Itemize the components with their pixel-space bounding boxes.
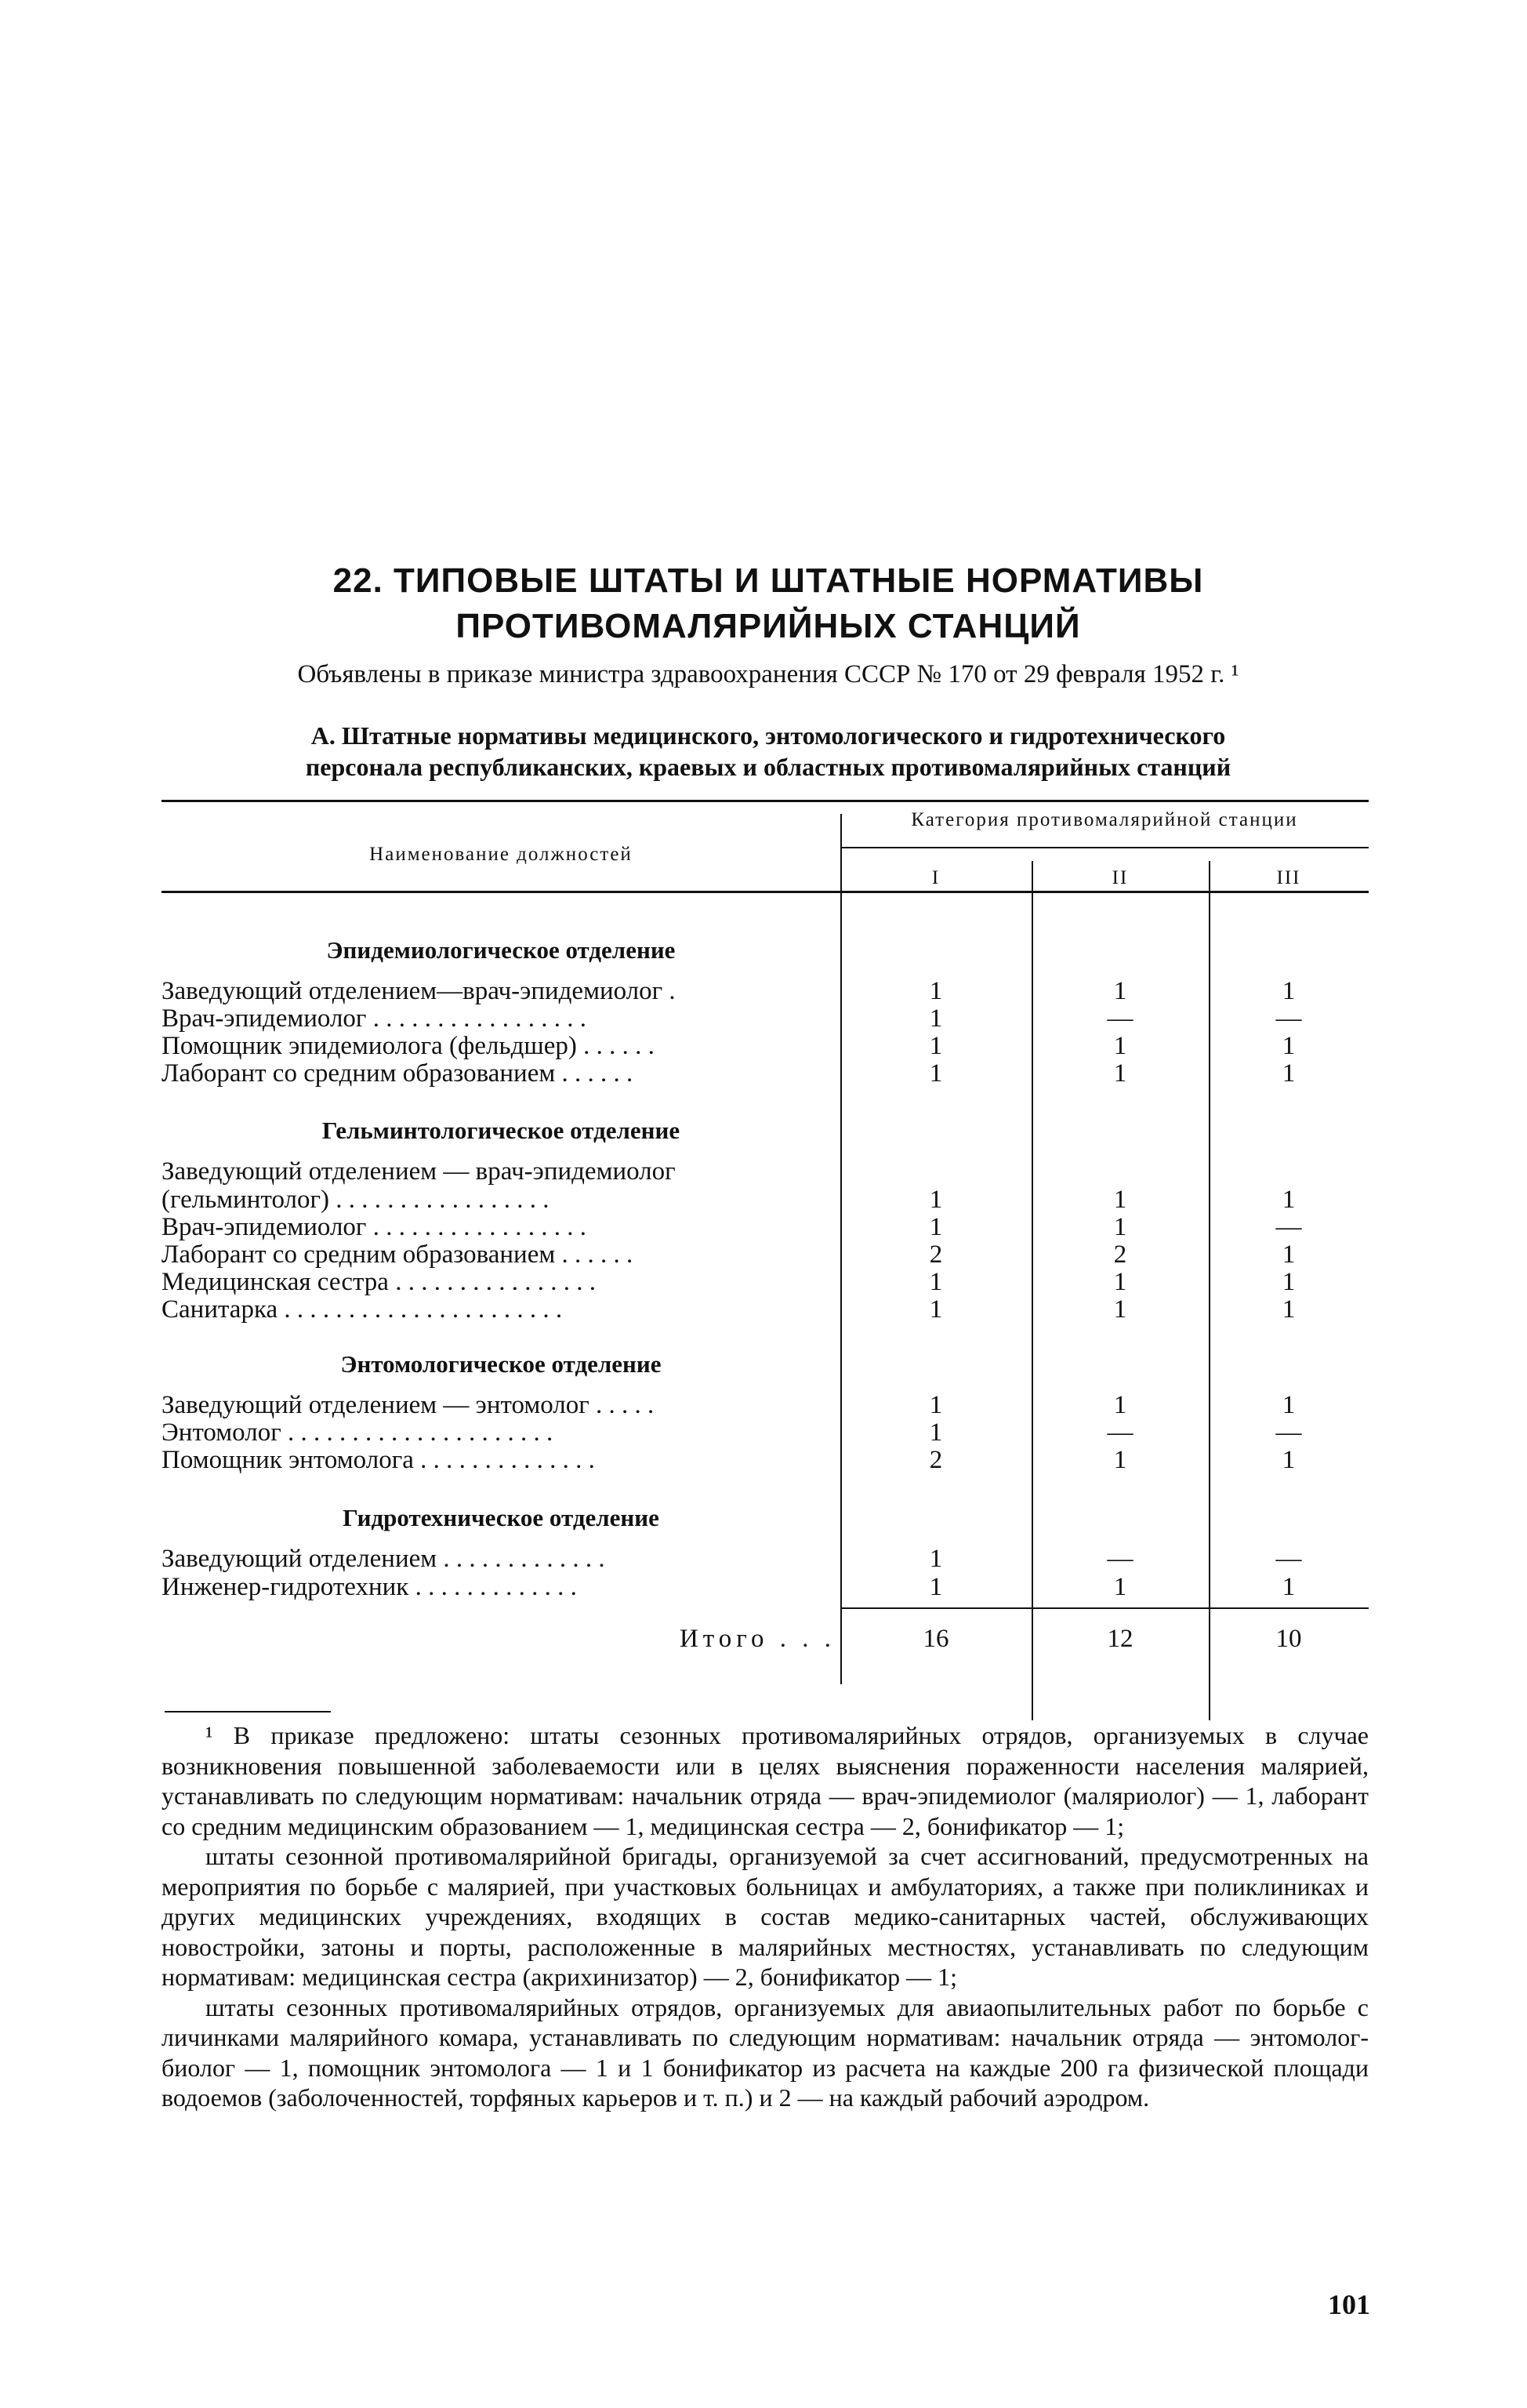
row-label: Заведующий отделением — энтомолог . . . . . [161,1391,655,1419]
heading-line-2: ПРОТИВОМАЛЯРИЙНЫХ СТАНЦИЙ [455,607,1081,645]
announcement: Объявлены в приказе министра здравоохранения СССР № 170 от 29 февраля 1952 г. ¹ [297,660,1239,688]
cell-col-2: 1 [1113,977,1127,1005]
page-number: 101 [1328,2289,1370,2320]
footnote [161,1720,1369,2113]
footnote-rule [165,1711,331,1712]
cell-col-2: 1 [1113,1391,1127,1419]
cell-col-1: 1 [929,1391,943,1419]
cell-col-3: 1 [1282,1573,1296,1601]
header-bottom-rule [161,891,1369,893]
cell-col-1: 1 [929,1004,943,1033]
section-title: Эпидемиологическое отделение [326,936,676,964]
row-label: Заведующий отделением — врач-эпидемиолог [161,1157,676,1186]
row-label: Инженер-гидротехник . . . . . . . . . . . . . [161,1573,577,1601]
cell-col-3: — [1275,1418,1302,1447]
row-label: Лаборант со средним образованием . . . . . . [161,1059,633,1088]
cell-col-3: 1 [1282,1059,1296,1088]
cell-col-2: 1 [1113,1446,1127,1474]
header-col-1: I [931,867,941,888]
row-label: Энтомолог . . . . . . . . . . . . . . . . . . . . . [161,1418,553,1447]
header-col-2: II [1112,867,1129,888]
header-col-3: III [1276,867,1301,888]
cell-col-3: 1 [1282,1391,1296,1419]
table-top-rule [161,800,1369,802]
cell-col-2: — [1107,1545,1133,1573]
cell-col-1: 2 [929,1240,943,1269]
cell-col-3: 1 [1282,1268,1296,1296]
section-title: Гидротехническое отделение [343,1504,659,1531]
cell-col-1: 1 [929,1059,943,1088]
cell-col-1: 2 [929,1446,943,1474]
cell-col-3: — [1275,1213,1302,1241]
row-label: Заведующий отделением . . . . . . . . . . . . . [161,1545,605,1573]
cell-col-2: 1 [1113,1573,1127,1601]
row-label: (гельминтолог) . . . . . . . . . . . . . . . . . [161,1186,550,1214]
cell-col-2: 1 [1113,1186,1127,1214]
cell-col-2: — [1107,1418,1133,1447]
cell-col-2: 1 [1113,1268,1127,1296]
cell-col-3: 1 [1282,1032,1296,1060]
cell-col-1: 1 [929,1295,943,1324]
subtitle-line-2: персонала республиканских, краевых и областных противомалярийных станций [305,753,1231,781]
row-label: Врач-эпидемиолог . . . . . . . . . . . . . . . . . [161,1213,586,1241]
cell-col-1: 1 [929,1545,943,1573]
row-label: Заведующий отделением—врач-эпидемиолог . [161,977,676,1005]
total-col-2: 12 [1107,1625,1133,1653]
cell-col-2: — [1107,1004,1133,1033]
footnote-paragraph-3: штаты сезонных противомалярийных отрядов, организуемых для авиаопылительных работ по борьбе с личинками малярийного комара, устанавливать по следующим нормативам: начальник отряда — энтомолог-биолог — 1, помощник энтомолога — 1 и 1 бонификатор из расчета на каждые 200 га физической площади водоемов (заболоченностей, торфяных карьеров и т. п.) и 2 — на каждый рабочий аэродром. [161,1992,1369,2112]
cell-col-3: 1 [1282,1240,1296,1269]
cell-col-3: — [1275,1545,1302,1573]
footnote-paragraph-2: штаты сезонной противомалярийной бригады, организуемой за счет ассигнований, предусмотренных на мероприятия по борьбе с малярией, при участковых больницах и амбулаториях, а также при поликлиниках и других медицинских учреждениях, входящих в состав медико-санитарных частей, обслуживающих новостройки, затоны и порты, расположенные в малярийных местностях, устанавливать по следующим нормативам: медицинская сестра (акрихинизатор) — 2, бонификатор — 1; [161,1842,1369,1991]
cell-col-2: 1 [1113,1032,1127,1060]
subtitle-line-1: А. Штатные нормативы медицинского, энтомологического и гидротехнического [310,721,1226,750]
row-label: Врач-эпидемиолог . . . . . . . . . . . . . . . . . [161,1004,586,1033]
cell-col-1: 1 [929,1573,943,1601]
heading-line-1: 22. ТИПОВЫЕ ШТАТЫ И ШТАТНЫЕ НОРМАТИВЫ [332,561,1204,600]
header-category: Категория противомалярийной станции [911,809,1298,830]
section-title: Гельминтологическое отделение [321,1117,680,1144]
cell-col-2: 1 [1113,1295,1127,1324]
table-subtitle [188,720,1348,783]
cell-col-2: 1 [1113,1059,1127,1088]
cell-col-1: 1 [929,1418,943,1447]
cell-col-2: 1 [1113,1213,1127,1241]
section-title: Энтомологическое отделение [340,1350,662,1378]
total-rule [840,1607,1369,1609]
cell-col-1: 1 [929,1268,943,1296]
row-label: Помощник энтомолога . . . . . . . . . . . . . . [161,1446,595,1474]
cell-col-3: 1 [1282,977,1296,1005]
total-label: Итого . . . [679,1625,836,1653]
footnote-paragraph-1: ¹ В приказе предложено: штаты сезонных противомалярийных отрядов, организуемых в случае возникновения повышенной заболеваемости или в целях выяснения пораженности населения малярией, устанавливать по следующим нормативам: начальник отряда — врач-эпидемиолог (маляриолог) — 1, лаборант со средним медицинским образованием — 1, медицинская сестра — 2, бонификатор — 1; [161,1721,1369,1840]
cell-col-1: 1 [929,1186,943,1214]
document-heading [157,558,1380,649]
row-label: Медицинская сестра . . . . . . . . . . . . . . . . [161,1268,596,1296]
cell-col-3: — [1275,1004,1302,1033]
staff-table [161,797,1369,1698]
row-label: Лаборант со средним образованием . . . . . . [161,1240,633,1269]
row-label: Помощник эпидемиолога (фельдшер) . . . . . . [161,1032,655,1060]
row-label: Санитарка . . . . . . . . . . . . . . . . . . . . . . [161,1295,563,1324]
cell-col-1: 1 [929,977,943,1005]
category-rule [840,847,1369,848]
cell-col-3: 1 [1282,1186,1296,1214]
total-col-3: 10 [1275,1625,1302,1653]
cell-col-1: 1 [929,1213,943,1241]
total-col-1: 16 [923,1625,949,1653]
cell-col-3: 1 [1282,1295,1296,1324]
cell-col-1: 1 [929,1032,943,1060]
cell-col-2: 2 [1113,1240,1127,1269]
cell-col-3: 1 [1282,1446,1296,1474]
header-position-name: Наименование должностей [369,844,633,865]
